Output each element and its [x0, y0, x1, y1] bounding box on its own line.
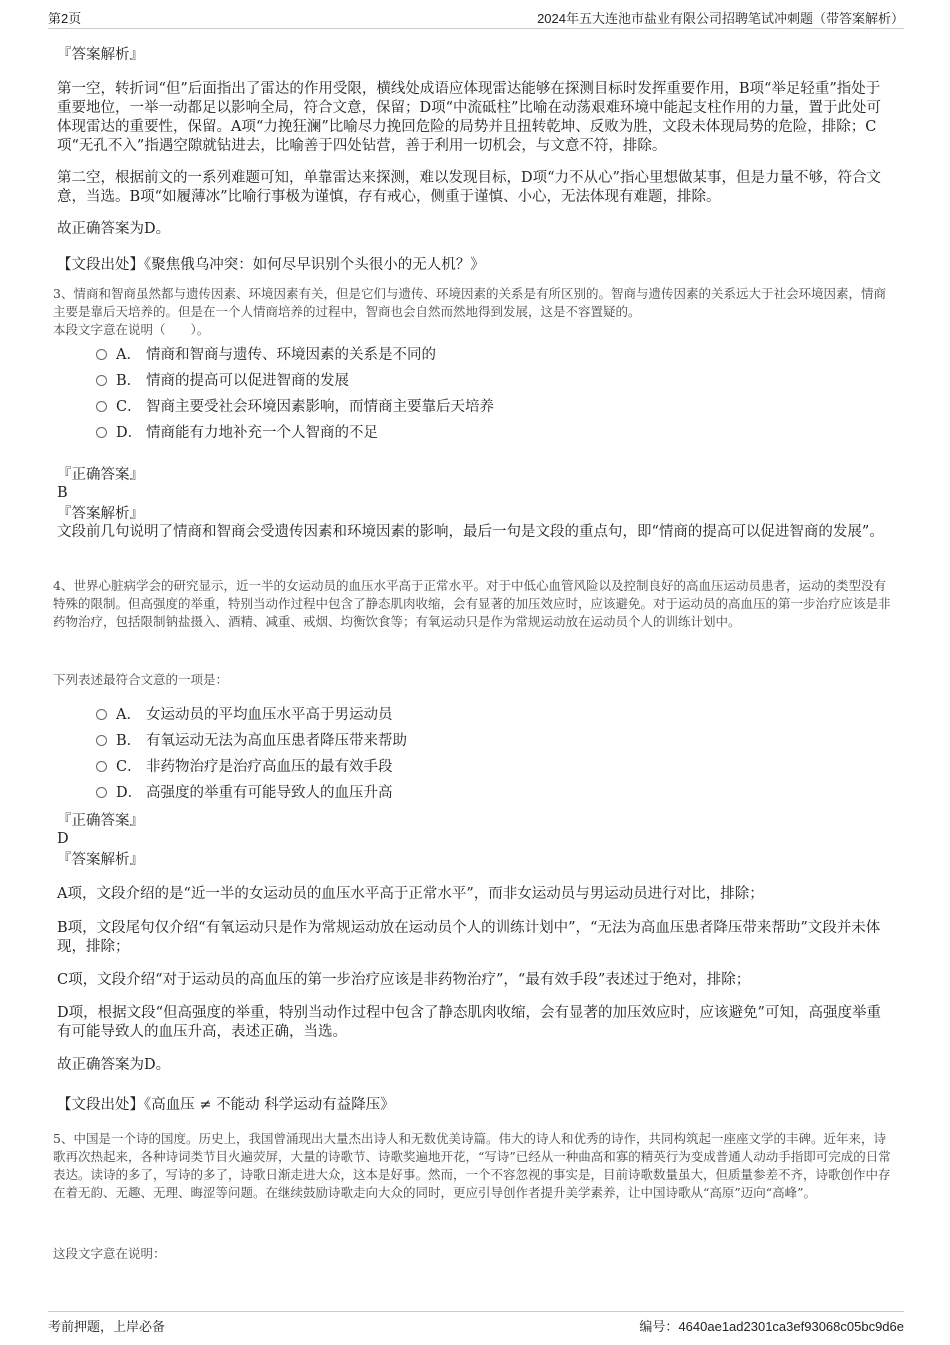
q5-stem: 5、中国是一个诗的国度。历史上，我国曾涌现出大量杰出诗人和无数优美诗篇。伟大的诗人和优秀的诗作，共同构筑起一座座文学的丰碑。近年来，诗歌再次热起来，各种诗词类节目火遍荧屏，大量的诗歌节、诗歌奖遍地开花，“写诗”已经从一种曲高和寡的精英行为变成普通人动动手指即可完成的日常表达。读诗的多了，写诗的多了，诗歌日渐走进大众，这本是好事。然而，一个不容忽视的事实是，目前诗歌数量虽大，但质量参差不齐，诗歌创作中存在着无韵、无趣、无理、晦涩等问题。在继续鼓励诗歌走向大众的同时，更应引导创作者提升美学素养，让中国诗歌从“高原”迈向“高峰”。	[53, 1131, 891, 1200]
radio-icon[interactable]	[96, 709, 107, 720]
q3-option-c[interactable]: C． 智商主要受社会环境因素影响，而情商主要靠后天培养	[96, 397, 494, 417]
q3-option-d[interactable]: D． 情商能有力地补充一个人智商的不足	[96, 423, 378, 443]
q3-prompt: 本段文字意在说明（ ）。	[53, 322, 210, 337]
q3-analysis: 文段前几句说明了情商和智商会受遗传因素和环境因素的影响，最后一句是文段的重点句，即“情商的提高可以促进智商的发展”。	[57, 524, 884, 540]
q2-source: 【文段出处】《聚焦俄乌冲突：如何尽早识别个头很小的无人机？》	[57, 257, 485, 273]
q4-answer: D	[57, 831, 69, 847]
q4-option-a[interactable]: A． 女运动员的平均血压水平高于男运动员	[96, 705, 393, 725]
radio-icon[interactable]	[96, 401, 107, 412]
footer-slogan: 考前押题，上岸必备	[48, 1319, 166, 1334]
q2-analysis-p1: 第一空，转折词“但”后面指出了雷达的作用受限，横线处成语应体现雷达能够在探测目标时发挥重要作用，B项“举足轻重”指处于重要地位，一举一动都足以影响全局，符合文意，保留；D项“中流砥柱”比喻在动荡艰难环境中能起支柱作用的力量，置于此处可体现雷达的重要性，保留。A项“力挽狂澜”比喻尽力挽回危险的局势并且扭转乾坤、反败为胜，文段未体现局势的危险，排除；C项“无孔不入”指遇空隙就钻进去，比喻善于四处钻营，善于利用一切机会，与文意不符，排除。	[57, 81, 881, 154]
q4-conclusion: 故正确答案为D。	[57, 1057, 171, 1073]
radio-icon[interactable]	[96, 735, 107, 746]
q4-option-b[interactable]: B． 有氧运动无法为高血压患者降压带来帮助	[96, 731, 407, 751]
q2-analysis-label: 『答案解析』	[57, 47, 144, 63]
q3-option-a[interactable]: A． 情商和智商与遗传、环境因素的关系是不同的	[96, 345, 436, 365]
q2-analysis-p2: 第二空，根据前文的一系列难题可知，单靠雷达来探测，难以发现目标，D项“力不从心”指心里想做某事，但是力量不够，符合文意，当选。B项“如履薄冰”比喻行事极为谨慎，存有戒心，侧重于谨慎、小心，无法体现有难题，排除。	[57, 170, 881, 205]
q4-analysis-d: D项，根据文段“但高强度的举重，特别当动作过程中包含了静态肌肉收缩，会有显著的加压效应时，应该避免”可知，高强度举重有可能导致人的血压升高，表述正确，当选。	[57, 1005, 881, 1040]
q2-conclusion: 故正确答案为D。	[57, 221, 171, 237]
q4-option-c[interactable]: C． 非药物治疗是治疗高血压的最有效手段	[96, 757, 393, 777]
q3-stem: 3、情商和智商虽然都与遗传因素、环境因素有关，但是它们与遗传、环境因素的关系是有所区别的。智商与遗传因素的关系远大于社会环境因素，情商主要是靠后天培养的。但是在一个人情商培养的过程中，智商也会自然而然地得到发展，这是不容置疑的。	[53, 286, 886, 319]
q5-prompt: 这段文字意在说明：	[53, 1246, 166, 1261]
q3-answer: B	[57, 485, 68, 501]
radio-icon[interactable]	[96, 349, 107, 360]
q3-answer-label: 『正确答案』	[57, 467, 144, 483]
q4-option-d[interactable]: D． 高强度的举重有可能导致人的血压升高	[96, 783, 393, 803]
q4-analysis-a: A项，文段介绍的是“近一半的女运动员的血压水平高于正常水平”，而非女运动员与男运动员进行对比，排除；	[57, 886, 764, 902]
footer-code: 编号：4640ae1ad2301ca3ef93068c05bc9d6e	[639, 1319, 904, 1334]
radio-icon[interactable]	[96, 787, 107, 798]
q3-option-b[interactable]: B． 情商的提高可以促进智商的发展	[96, 371, 349, 391]
q4-analysis-c: C项，文段介绍“对于运动员的高血压的第一步治疗应该是非药物治疗”，“最有效手段”表述过于绝对，排除；	[57, 972, 751, 988]
q3-analysis-label: 『答案解析』	[57, 506, 144, 522]
document-title: 2024年五大连池市盐业有限公司招聘笔试冲刺题（带答案解析）	[537, 11, 904, 26]
radio-icon[interactable]	[96, 427, 107, 438]
page-footer	[48, 1311, 904, 1338]
q4-analysis-label: 『答案解析』	[57, 852, 144, 868]
radio-icon[interactable]	[96, 761, 107, 772]
page-number: 第2页	[48, 11, 82, 26]
q4-answer-label: 『正确答案』	[57, 813, 144, 829]
page-header	[48, 8, 904, 29]
q4-analysis-b: B项，文段尾句仅介绍“有氧运动只是作为常规运动放在运动员个人的训练计划中”，“无法为高血压患者降压带来帮助”文段并未体现，排除；	[57, 920, 881, 955]
q4-stem: 4、世界心脏病学会的研究显示，近一半的女运动员的血压水平高于正常水平。对于中低心血管风险以及控制良好的高血压运动员患者，运动的类型没有特殊的限制。但高强度的举重，特别当动作过程中包含了静态肌肉收缩，会有显著的加压效应时，应该避免。对于运动员的高血压的第一步治疗应该是非药物治疗，包括限制钠盐摄入、酒精、减重、戒烟、均衡饮食等；有氧运动只是作为常规运动放在运动员个人的训练计划中。	[53, 578, 891, 629]
q4-prompt: 下列表述最符合文意的一项是：	[53, 672, 229, 687]
q4-source: 【文段出处】《高血压 ≠ 不能动 科学运动有益降压》	[57, 1097, 395, 1113]
radio-icon[interactable]	[96, 375, 107, 386]
